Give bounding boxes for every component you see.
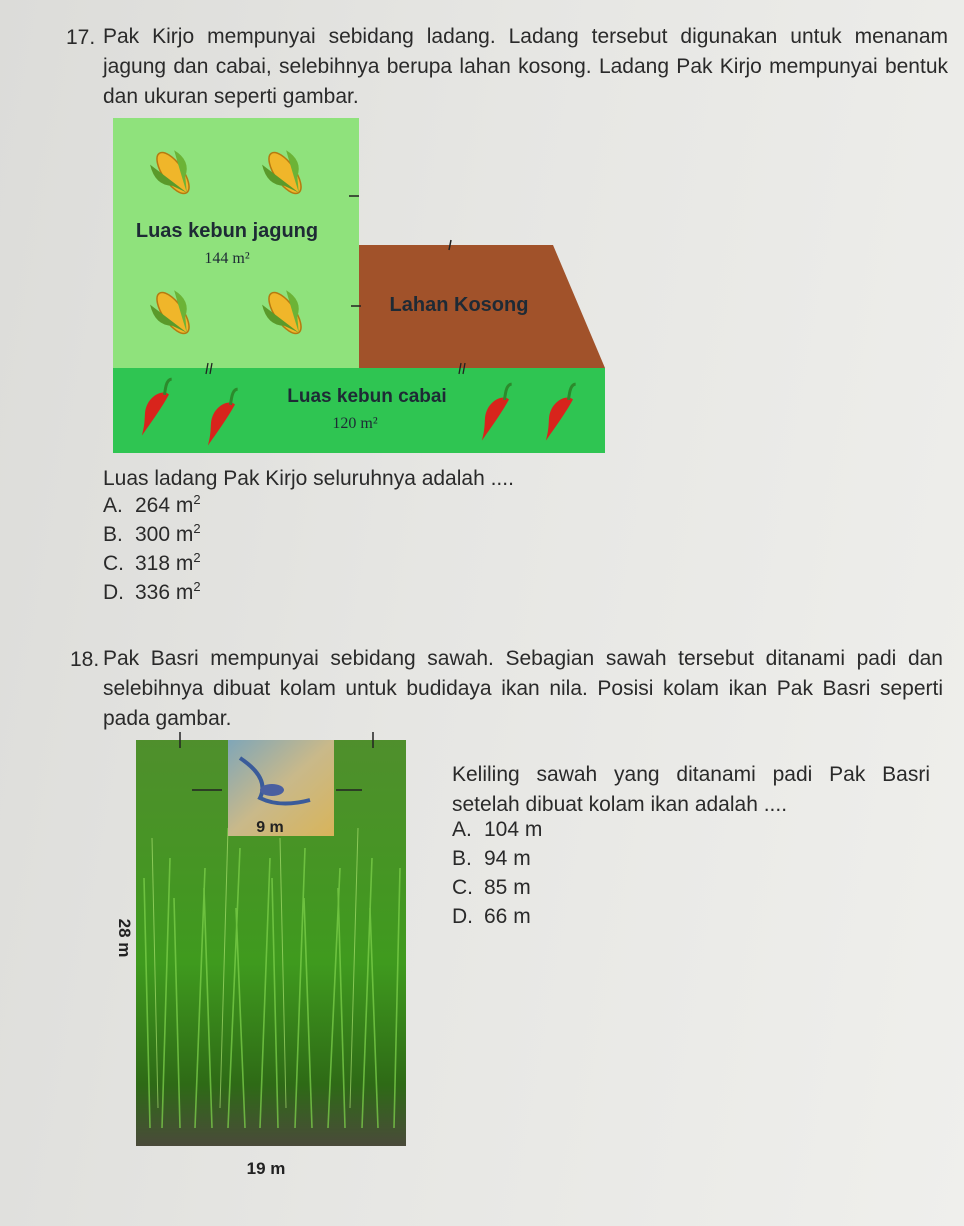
option-label: B. <box>103 523 123 546</box>
option-label: B. <box>452 847 472 870</box>
question-17-text: Pak Kirjo mempunyai sebidang ladang. Ladang tersebut digunakan untuk menanam jagung dan cabai, selebihnya berupa lahan kosong. Ladang Pak Kirjo mempunyai bentuk dan ukuran seperti gambar. <box>103 25 948 108</box>
corn-area-value: 144 m² <box>204 250 250 267</box>
option-value: 66 m <box>484 905 531 928</box>
option-label: D. <box>452 905 473 928</box>
option-17-c[interactable] <box>103 550 201 576</box>
option-label: D. <box>103 581 124 604</box>
option-18-d[interactable] <box>452 905 531 929</box>
option-value: 300 m <box>135 523 194 546</box>
option-label: C. <box>103 552 124 575</box>
chili-field <box>113 368 605 453</box>
option-exponent: 2 <box>193 492 201 507</box>
question-18-number: 18. <box>70 648 100 671</box>
option-value: 264 m <box>135 494 194 517</box>
option-value: 318 m <box>135 552 194 575</box>
corn-area-label: Luas kebun jagung <box>135 220 319 242</box>
option-17-b[interactable] <box>103 521 201 547</box>
chili-area-label: Luas kebun cabai <box>287 386 447 407</box>
option-label: A. <box>103 494 123 517</box>
question-18-text: Pak Basri mempunyai sebidang sawah. Sebagian sawah tersebut ditanami padi dan selebihnya dibuat kolam untuk budidaya ikan nila. Posisi kolam ikan Pak Basri seperti pada gambar. <box>103 647 943 730</box>
field-height-label: 28 m <box>115 918 134 958</box>
option-label: C. <box>452 876 473 899</box>
option-value: 94 m <box>484 847 531 870</box>
option-18-a[interactable] <box>452 818 542 842</box>
option-exponent: 2 <box>193 550 201 565</box>
question-18-prompt: Keliling sawah yang ditanami padi Pak Basri setelah dibuat kolam ikan adalah .... <box>452 763 930 816</box>
chili-area-value: 120 m² <box>332 415 378 432</box>
option-value: 336 m <box>135 581 194 604</box>
field-diagram-17 <box>113 118 613 458</box>
option-18-b[interactable] <box>452 847 531 871</box>
option-value: 104 m <box>484 818 543 841</box>
question-17-number: 17. <box>66 26 96 49</box>
pond-width-label: 9 m <box>256 819 284 836</box>
empty-land-label: Lahan Kosong <box>389 294 529 316</box>
option-label: A. <box>452 818 472 841</box>
question-17-prompt: Luas ladang Pak Kirjo seluruhnya adalah .... <box>103 467 514 490</box>
option-17-d[interactable] <box>103 579 201 605</box>
rice-field-diagram-18 <box>100 728 430 1208</box>
option-exponent: 2 <box>193 521 201 536</box>
option-17-a[interactable] <box>103 492 201 518</box>
field-width-label: 19 m <box>246 1159 286 1178</box>
corn-field <box>113 118 359 368</box>
option-18-c[interactable] <box>452 876 531 900</box>
option-value: 85 m <box>484 876 531 899</box>
option-exponent: 2 <box>193 579 201 594</box>
